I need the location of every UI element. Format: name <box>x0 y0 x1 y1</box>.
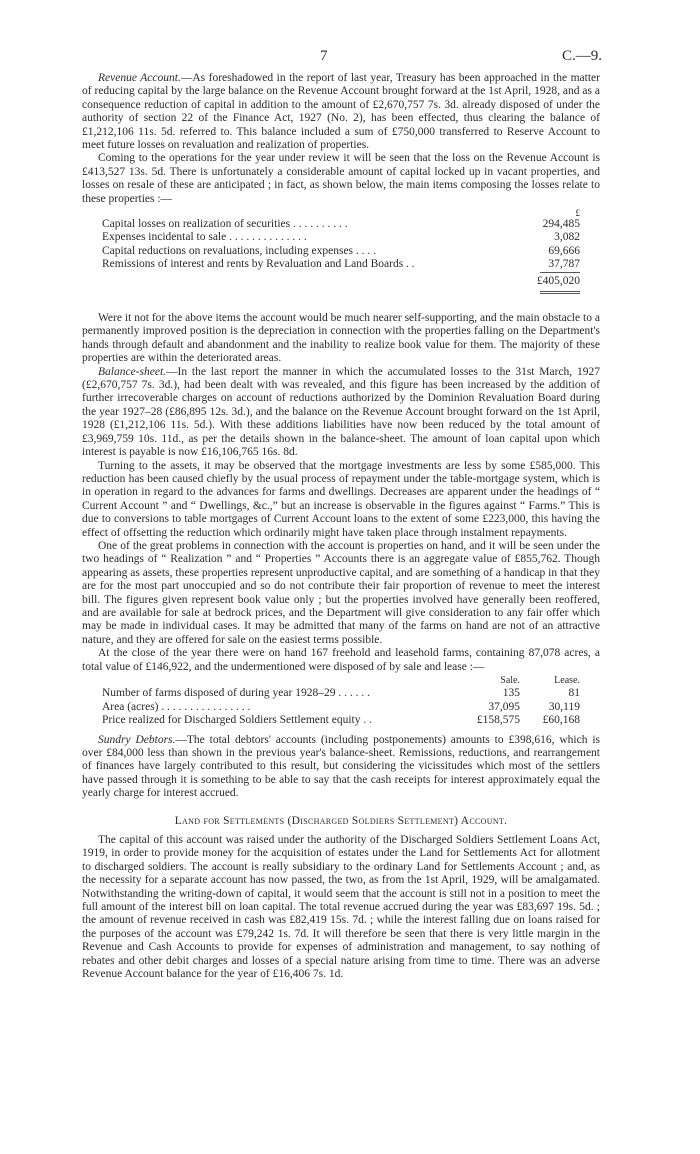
paragraph-text: Turning to the assets, it may be observed that the mortgage investments are less by some £585,000. This reduction has been caused chiefly by the usual process of repayment under the table-mortgage system, which is in operation in regard to the advances for farms and dwellings. Decreases are apparent under the headings of “ Current Account ” and “ Dwellings, &c.,” but an increase is observable in the figures against “ Farms.” This is due to conversions to table mortgages of Current Account loans to the extent of some £223,000, this having the effect of offsetting the reduction which ordinarily might have taken place through instalment repayments. <box>82 459 600 539</box>
table-row <box>102 714 580 727</box>
header-sale: Sale. <box>500 675 520 686</box>
losses-unit: £ <box>575 208 580 219</box>
row-lease: £60,168 <box>542 714 580 727</box>
row-label: Capital reductions on revaluations, including expenses . . . . <box>102 244 377 257</box>
row-lease: 81 <box>568 687 580 700</box>
row-amount: 37,787 <box>548 258 580 271</box>
table-row <box>102 687 580 700</box>
page-number: 7 <box>320 48 328 64</box>
row-label: Expenses incidental to sale . . . . . . . . . . . . . . <box>102 231 307 244</box>
paragraph-lead: Balance-sheet. <box>98 365 167 378</box>
total-rule <box>540 272 580 273</box>
row-lease: 30,119 <box>548 700 580 713</box>
paragraph-lead: Sundry Debtors. <box>98 733 176 746</box>
spacer <box>82 294 600 312</box>
paragraph-assets <box>82 460 600 540</box>
paragraph-text: At the close of the year there were on hand 167 freehold and leasehold farms, containing 87,078 acres, a total value of £146,922, and the undermentioned were disposed of by sale and lease :— <box>82 647 600 673</box>
row-label: Price realized for Discharged Soldiers Settlement equity . . <box>102 714 372 727</box>
paragraph-text: The capital of this account was raised under the authority of the Discharged Soldiers Settlement Loans Act, 1919, in order to provide money for the acquisition of estates under the Land for Settlements Act for allotment to discharged soldiers. The account is really subsidiary to the ordinary Land for Settlements Account ; and, as the necessity for a separate account has now passed, the two, as from the 1st April, 1929, will be amalgamated. Notwithstanding the writing-down of capital, it would seem that the account is still not in a position to meet the full amount of the interest bill on loan capital. The total revenue accrued during the year was £83,697 19s. 5d. ; the amount of revenue received in cash was £82,419 15s. 7d. ; while the interest falling due on loans raised for the purposes of the account was £79,242 1s. 7d. It will therefore be seen that there is very little margin in the Revenue and Cash Accounts to provide for expenses of administration and management, to say nothing of rebates and other debit charges and losses of a special nature arising from time to time. There was an adverse Revenue Account balance for the year of £16,406 7s. 1d. <box>82 834 600 981</box>
paragraph-properties <box>82 540 600 647</box>
paragraph-lead: Revenue Account. <box>98 72 181 84</box>
paragraph-text: —As foreshadowed in the report of last year, Treasury has been approached in the matter of reducing capital by the large balance on the Revenue Account brought forward at the 1st April, 1928, and as a consequence reduction of capital in addition to the amount of £2,670,757 7s. 3d. already disposed of under the authority of section 22 of the Finance Act, 1927 (No. 2), has been effected, thus clearing the balance of £1,212,106 11s. 5d. referred to. This balance included a sum of £750,000 transferred to Reserve Account to meet future losses on revaluation and realization of properties. <box>82 72 600 152</box>
paragraph-self-supporting <box>82 312 600 366</box>
table-row <box>102 701 580 714</box>
paragraph-text: Coming to the operations for the year under review it will be seen that the loss on the Revenue Account is £413,527 13s. 5d. There is unfortunately a considerable amount of capital locked up in vacant properties, and losses on resale of these are anticipated ; in fact, as shown below, the main items composing the losses relate to these properties :— <box>82 152 600 205</box>
paragraph-farms-on-hand <box>82 647 600 674</box>
farms-table <box>102 674 580 728</box>
table-header <box>102 674 580 687</box>
row-sale: 37,095 <box>488 700 520 713</box>
table-row <box>102 231 580 244</box>
row-amount: 3,082 <box>554 231 580 244</box>
table-row <box>102 258 580 271</box>
table-row <box>102 218 580 231</box>
paragraph-revenue-account <box>82 72 600 152</box>
row-amount: 69,666 <box>548 244 580 257</box>
losses-total: £405,020 <box>536 274 580 287</box>
document-reference: C.—9. <box>561 48 602 64</box>
paragraph-text: —The total debtors' accounts (including postponements) amounts to £398,616, which is over £84,000 less than shown in the previous year's balance-sheet. Remissions, reductions, and rearrangement of finances have largely contributed to this result, but considering the vicissitudes which most of the settlers have passed through it is something to be able to say that the cash receipts for interest approximately equal the yearly charge for interest accrued. <box>82 733 601 800</box>
paragraph-operations <box>82 152 600 206</box>
paragraph-text: Were it not for the above items the account would be much nearer self-supporting, and the main obstacle to a permanently improved position is the depreciation in connection with the properties falling on the Department's hands through default and abandonment and the inability to realize book value for them. The majority of these properties are within the deteriorated areas. <box>82 312 600 365</box>
table-row <box>102 245 580 258</box>
section-heading: Land for Settlements (Discharged Soldiers Settlement) Account. <box>174 814 508 827</box>
paragraph-discharged-soldiers <box>82 834 600 981</box>
paragraph-sundry-debtors <box>82 734 600 801</box>
row-sale: 135 <box>502 687 520 700</box>
header-lease: Lease. <box>554 675 580 686</box>
row-label: Capital losses on realization of securities . . . . . . . . . . <box>102 218 348 231</box>
paragraph-text: One of the great problems in connection with the account is properties on hand, and it will be seen under the two headings of “ Realization ” and “ Properties ” Accounts there is an aggregate value of £855,762. Though appearing as assets, these properties represent unproductive capital, and are something of a handicap in that they are for the most part unoccupied and so do not contribute their fair proportion of revenue to meet the interest bill. The figures given represent book value only ; but the properties involved have generally been reoffered, and are available for sale at bedrock prices, and the Department will give consideration to any fair offer which may be made in individual cases. It may be admitted that many of the farms on hand are not of an attractive nature, and they are offered for sale on the easiest terms possible. <box>82 539 600 646</box>
paragraph-balance-sheet <box>82 366 600 460</box>
row-sale: £158,575 <box>476 714 520 727</box>
paragraph-text: —In the last report the manner in which the accumulated losses to the 31st March, 1927 (£2,670,757 7s. 3d.), had been dealt with was revealed, and this figure has been increased by the addition of further irrecoverable charges on account of reductions authorized by the Dominion Revaluation Board during the year 1927–28 (£86,895 12s. 3d.), and the balance on the Revenue Account brought forward on the 1st April, 1928 (£1,212,106 11s. 5d.). With these additions liabilities have now been reduced by the total amount of £3,969,759 10s. 11d., as per the details shown in the balance-sheet. The amount of loan capital upon which interest is payable is now £16,106,765 16s. 8d. <box>82 365 600 459</box>
row-amount: 294,485 <box>542 218 580 231</box>
page-header <box>82 50 600 70</box>
document-page <box>82 50 600 981</box>
row-label: Remissions of interest and rents by Revaluation and Land Boards . . <box>102 258 415 271</box>
row-label: Number of farms disposed of during year 1928–29 . . . . . . <box>102 687 370 700</box>
losses-table <box>102 208 580 294</box>
row-label: Area (acres) . . . . . . . . . . . . . . . . <box>102 700 251 713</box>
